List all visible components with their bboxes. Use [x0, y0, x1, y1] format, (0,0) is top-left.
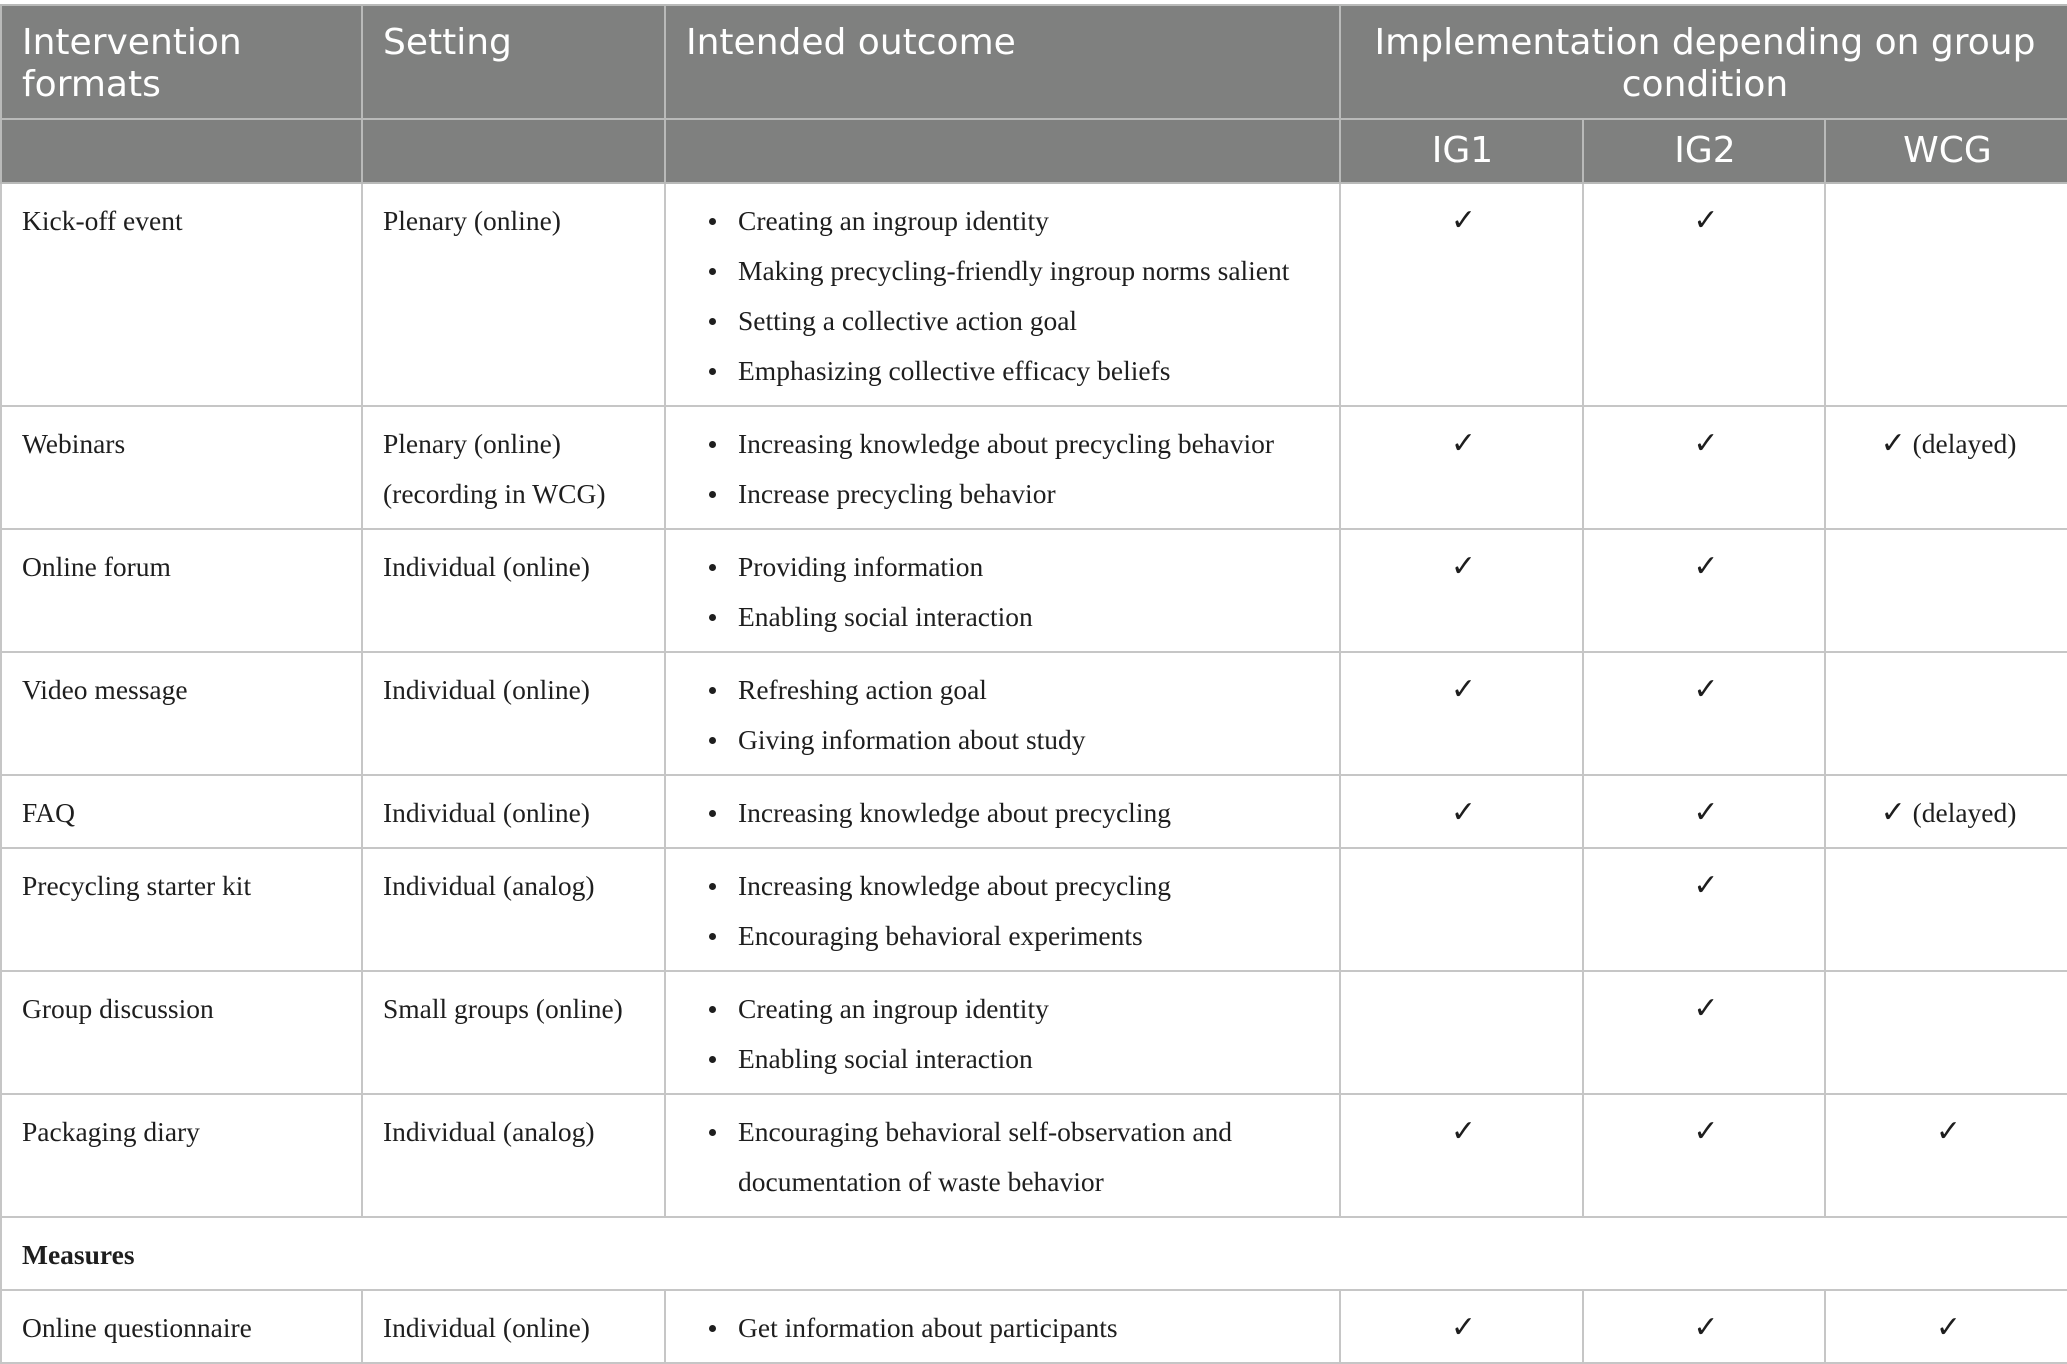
- cell-setting: [362, 406, 665, 529]
- table-row: [1, 652, 2067, 775]
- check-mark-icon: ✓: [1935, 1114, 1962, 1149]
- cell-wcg: [1825, 652, 2067, 775]
- outcome-item: Creating an ingroup identity: [718, 196, 1323, 246]
- cell-outcome: [665, 529, 1340, 652]
- cell-format: Kick-off event: [1, 183, 362, 406]
- check-mark-icon: ✓: [1450, 1114, 1477, 1149]
- setting-line: Individual (online): [383, 797, 590, 828]
- check-mark-icon: ✓: [1693, 795, 1719, 830]
- table-row: [1, 775, 2067, 848]
- intervention-table: [0, 4, 2067, 1364]
- outcome-list: [686, 196, 1323, 396]
- header-empty-2: [362, 119, 665, 183]
- delayed-note: (delayed): [1905, 797, 2017, 828]
- cell-outcome: [665, 848, 1340, 971]
- outcome-list: [686, 788, 1323, 838]
- section-measures: Measures: [1, 1217, 2067, 1290]
- cell-wcg: [1825, 775, 2067, 848]
- outcome-item: Get information about participants: [718, 1303, 1323, 1353]
- cell-format: Precycling starter kit: [1, 848, 362, 971]
- cell-ig1: [1340, 183, 1583, 406]
- outcome-item: Emphasizing collective efficacy beliefs: [718, 346, 1323, 396]
- check-mark-icon: ✓: [1935, 1310, 1962, 1345]
- setting-line: Individual (online): [383, 1312, 590, 1343]
- cell-ig2: [1583, 848, 1825, 971]
- table-row: [1, 1290, 2067, 1363]
- outcome-item: Increasing knowledge about precycling: [718, 861, 1323, 911]
- outcome-item: Enabling social interaction: [718, 592, 1323, 642]
- cell-setting: [362, 775, 665, 848]
- section-row: [1, 1217, 2067, 1290]
- cell-setting: [362, 183, 665, 406]
- header-intervention-formats: Intervention formats: [1, 5, 362, 119]
- cell-format: Group discussion: [1, 971, 362, 1094]
- cell-outcome: [665, 1094, 1340, 1217]
- check-mark-icon: ✓: [1880, 426, 1906, 461]
- outcome-item: Making precycling-friendly ingroup norms salient: [718, 246, 1323, 296]
- check-mark-icon: ✓: [1693, 549, 1719, 584]
- check-mark-icon: ✓: [1450, 672, 1477, 707]
- cell-outcome: [665, 652, 1340, 775]
- header-wcg: WCG: [1825, 119, 2067, 183]
- outcome-item: Increase precycling behavior: [718, 469, 1323, 519]
- cell-ig1: [1340, 406, 1583, 529]
- header-ig1: IG1: [1340, 119, 1583, 183]
- cell-format: Webinars: [1, 406, 362, 529]
- cell-setting: [362, 652, 665, 775]
- cell-wcg: [1825, 183, 2067, 406]
- table-row: [1, 1094, 2067, 1217]
- cell-wcg: [1825, 971, 2067, 1094]
- cell-ig2: [1583, 652, 1825, 775]
- outcome-item: Increasing knowledge about precycling: [718, 788, 1323, 838]
- cell-outcome: [665, 775, 1340, 848]
- check-mark-icon: ✓: [1693, 1114, 1719, 1149]
- cell-setting: [362, 1094, 665, 1217]
- outcome-list: [686, 419, 1323, 519]
- header-ig2: IG2: [1583, 119, 1825, 183]
- cell-wcg: [1825, 406, 2067, 529]
- cell-setting: [362, 971, 665, 1094]
- check-mark-icon: ✓: [1450, 795, 1477, 830]
- delayed-note: (delayed): [1905, 428, 2017, 459]
- header-empty-1: [1, 119, 362, 183]
- cell-ig2: [1583, 775, 1825, 848]
- outcome-list: [686, 1303, 1323, 1353]
- outcome-item: Increasing knowledge about precycling behavior: [718, 419, 1323, 469]
- cell-ig1: [1340, 775, 1583, 848]
- check-mark-icon: ✓: [1693, 672, 1719, 707]
- table-row: [1, 529, 2067, 652]
- cell-setting: [362, 529, 665, 652]
- outcome-list: [686, 665, 1323, 765]
- cell-ig2: [1583, 1094, 1825, 1217]
- cell-wcg: [1825, 848, 2067, 971]
- table-row: [1, 848, 2067, 971]
- cell-wcg: [1825, 529, 2067, 652]
- cell-format: Packaging diary: [1, 1094, 362, 1217]
- cell-ig1: [1340, 1094, 1583, 1217]
- cell-format: Online questionnaire: [1, 1290, 362, 1363]
- cell-wcg: [1825, 1290, 2067, 1363]
- cell-ig1: [1340, 652, 1583, 775]
- cell-outcome: [665, 183, 1340, 406]
- check-mark-icon: ✓: [1693, 1310, 1719, 1345]
- cell-setting: [362, 848, 665, 971]
- outcome-list: [686, 1107, 1323, 1207]
- cell-ig2: [1583, 1290, 1825, 1363]
- outcome-item: Providing information: [718, 542, 1323, 592]
- setting-line: Individual (online): [383, 551, 590, 582]
- check-mark-icon: ✓: [1693, 991, 1719, 1026]
- header-setting: Setting: [362, 5, 665, 119]
- cell-ig1: [1340, 1290, 1583, 1363]
- outcome-list: [686, 861, 1323, 961]
- outcome-item: Creating an ingroup identity: [718, 984, 1323, 1034]
- outcome-list: [686, 542, 1323, 642]
- outcome-item: Setting a collective action goal: [718, 296, 1323, 346]
- setting-line: Plenary (online): [383, 205, 561, 236]
- header-implementation: Implementation depending on group condition: [1340, 5, 2067, 119]
- check-mark-icon: ✓: [1450, 549, 1477, 584]
- table-row: [1, 406, 2067, 529]
- table-row: [1, 183, 2067, 406]
- check-mark-icon: ✓: [1693, 203, 1719, 238]
- table-body: [1, 183, 2067, 1363]
- cell-ig1: [1340, 848, 1583, 971]
- outcome-item: Giving information about study: [718, 715, 1323, 765]
- outcome-item: Refreshing action goal: [718, 665, 1323, 715]
- header-empty-3: [665, 119, 1340, 183]
- cell-format: Online forum: [1, 529, 362, 652]
- cell-outcome: [665, 971, 1340, 1094]
- setting-line: Individual (analog): [383, 1116, 595, 1147]
- setting-line: Individual (analog): [383, 870, 595, 901]
- cell-outcome: [665, 1290, 1340, 1363]
- check-mark-icon: ✓: [1450, 203, 1477, 238]
- setting-line: Small groups (online): [383, 993, 623, 1024]
- check-mark-icon: ✓: [1693, 426, 1719, 461]
- outcome-item: Enabling social interaction: [718, 1034, 1323, 1084]
- check-mark-icon: ✓: [1880, 795, 1906, 830]
- cell-ig1: [1340, 529, 1583, 652]
- check-mark-icon: ✓: [1693, 868, 1719, 903]
- outcome-item: Encouraging behavioral self-observation and documentation of waste behavior: [718, 1107, 1323, 1207]
- cell-format: Video message: [1, 652, 362, 775]
- setting-line: Plenary (online): [383, 428, 561, 459]
- table-row: [1, 971, 2067, 1094]
- cell-wcg: [1825, 1094, 2067, 1217]
- check-mark-icon: ✓: [1450, 1310, 1477, 1345]
- cell-setting: [362, 1290, 665, 1363]
- cell-ig2: [1583, 183, 1825, 406]
- cell-format: FAQ: [1, 775, 362, 848]
- header-intended-outcome: Intended outcome: [665, 5, 1340, 119]
- cell-ig2: [1583, 406, 1825, 529]
- cell-ig2: [1583, 529, 1825, 652]
- setting-line: (recording in WCG): [383, 478, 606, 509]
- cell-ig1: [1340, 971, 1583, 1094]
- outcome-item: Encouraging behavioral experiments: [718, 911, 1323, 961]
- cell-ig2: [1583, 971, 1825, 1094]
- outcome-list: [686, 984, 1323, 1084]
- check-mark-icon: ✓: [1450, 426, 1477, 461]
- setting-line: Individual (online): [383, 674, 590, 705]
- cell-outcome: [665, 406, 1340, 529]
- table-header: [1, 5, 2067, 183]
